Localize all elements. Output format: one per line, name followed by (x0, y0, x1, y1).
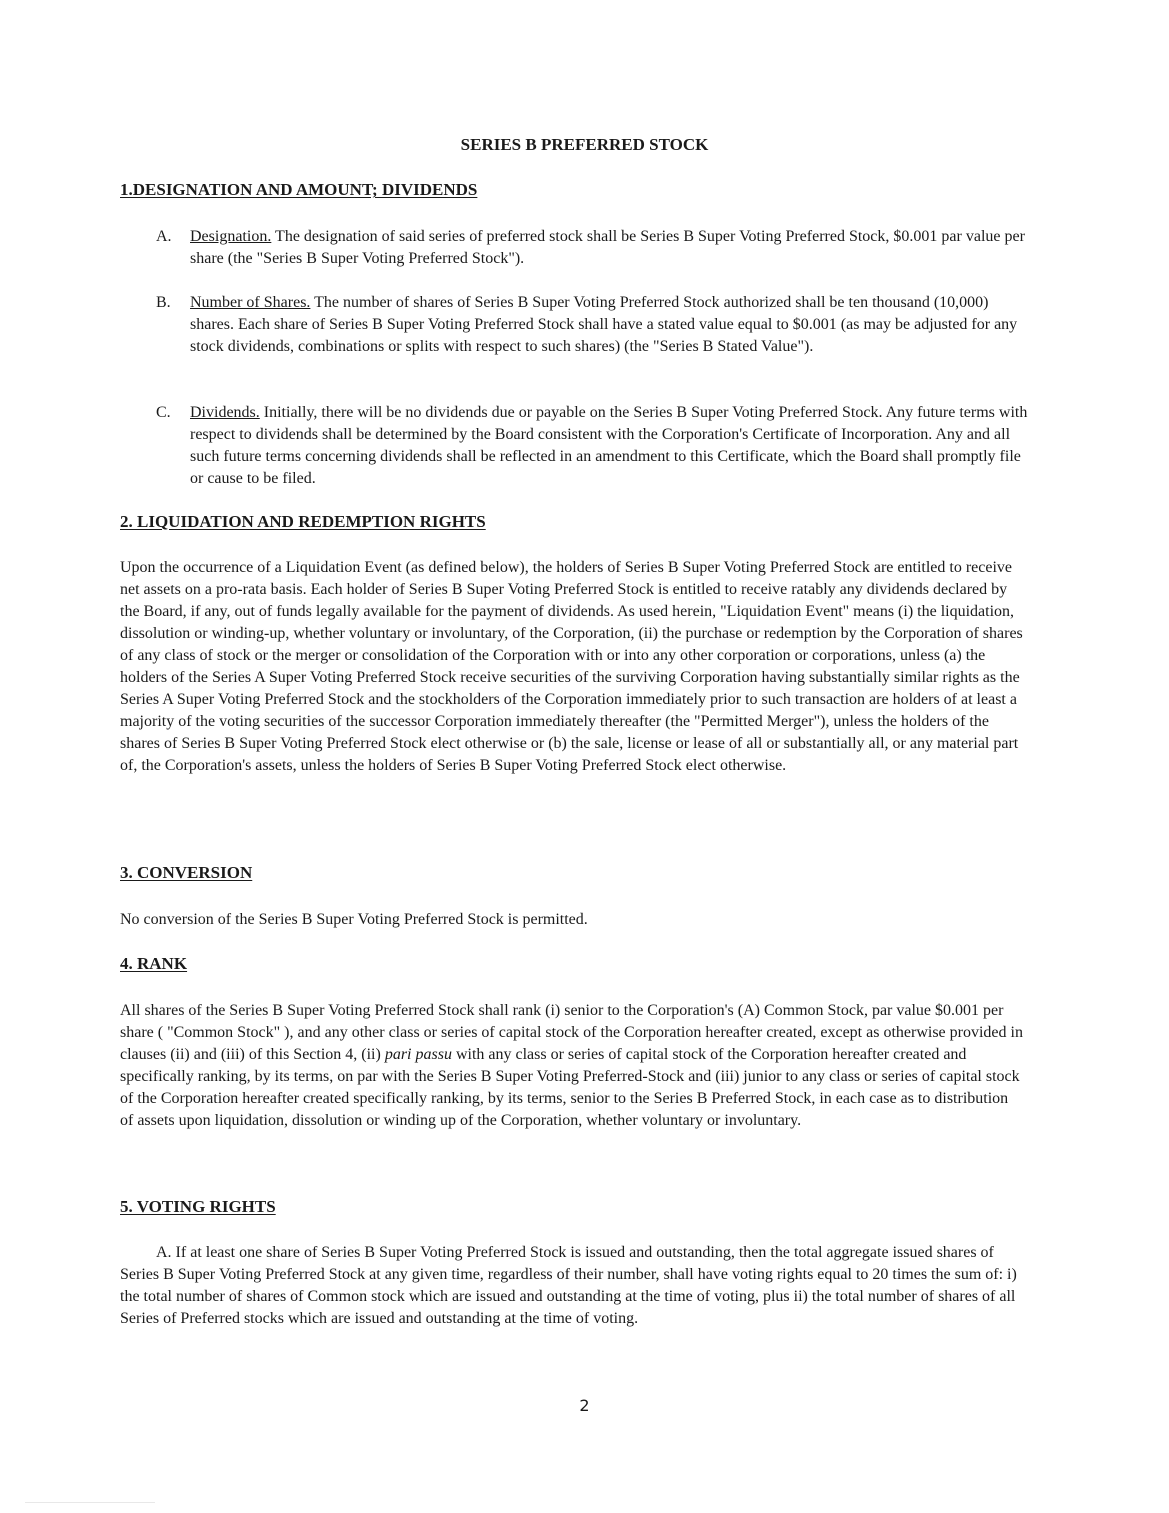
section-1-item-a (156, 226, 1036, 270)
item-text: The number of shares of Series B Super Voting Preferred Stock authorized shall be ten thousand (10,000) shares. Each share of Series B Super Voting Preferred Stock shall have a stated value equal to $0.001 (as may be adjusted for any stock dividends, combinations or splits with respect to such shares) (the "Series B Stated Value"). (190, 294, 1018, 355)
section-5-text: A. If at least one share of Series B Super Voting Preferred Stock is issued and outstanding, then the total aggregate issued shares of Series B Super Voting Preferred Stock at any given time, regardless of their number, shall have voting rights equal to 20 times the sum of: i) the total number of shares of Common stock which are issued and outstanding at the time of voting, plus ii) the total number of shares of all Series of Preferred stocks which are issued and outstanding at the time of voting. (120, 1244, 1017, 1327)
section-2-text: Upon the occurrence of a Liquidation Event (as defined below), the holders of Series B Super Voting Preferred Stock are entitled to receive net assets on a pro-rata basis. Each holder of Series B Super Voting Preferred Stock is entitled to receive ratably any dividends declared by the Board, if any, out of funds legally available for the payment of dividends. As used herein, "Liquidation Event" means (i) the liquidation, dissolution or winding-up, whether voluntary or involuntary, of the Corporation, (ii) the purchase or redemption by the Corporation of shares of any class of stock or the merger or consolidation of the Corporation with or into any other corporation or corporations, unless (a) the holders of the Series A Super Voting Preferred Stock receive securities of the surviving Corporation having substantially similar rights as the Series A Super Voting Preferred Stock and the stockholders of the Corporation immediately prior to such transaction are holders of at least a majority of the voting securities of the successor Corporation immediately thereafter (the "Permitted Merger"), unless the holders of the shares of Series B Super Voting Preferred Stock elect otherwise or (b) the sale, license or lease of all or substantially all, or any material part of, the Corporation's assets, unless the holders of Series B Super Voting Preferred Stock elect otherwise. (120, 559, 1023, 774)
item-label: Number of Shares. (190, 294, 311, 311)
section-4-text-end: with any class or series of capital stock of the Corporation hereafter created and specifically ranking, by its terms, on par with the Series B Super Voting Preferred-Stock and (iii) junior to any class or series of capital stock of the Corporation hereafter created specifically ranking, by its terms, senior to the Series B Preferred Stock, in each case as to distribution of assets upon liquidation, dissolution or winding up of the Corporation, whether voluntary or involuntary. (120, 1046, 1020, 1129)
section-2-heading: 2. LIQUIDATION AND REDEMPTION RIGHTS (120, 512, 486, 531)
item-label: Designation. (190, 228, 272, 245)
section-4-heading: 4. RANK (120, 954, 188, 973)
section-4-text-start: All shares of the Series B Super Voting Preferred Stock shall rank (i) senior to the Corporation's (A) Common Stock, par value $0.001 per share ( "Common Stock" ), and any other class or series of capital stock of the Corporation hereafter created, except as otherwise provided in clauses (ii) and (iii) of this Section 4, (ii) (120, 1002, 1023, 1063)
item-label: Dividends. (190, 404, 260, 421)
section-5-heading: 5. VOTING RIGHTS (120, 1197, 276, 1216)
section-3-text: No conversion of the Series B Super Voting Preferred Stock is permitted. (120, 911, 588, 928)
footer-divider (25, 1502, 155, 1503)
item-text: The designation of said series of preferred stock shall be Series B Super Voting Preferred Stock, $0.001 par value per share (the "Series B Super Voting Preferred Stock"). (190, 228, 1025, 267)
section-4-text (120, 1000, 1025, 1132)
section-1-heading: 1.DESIGNATION AND AMOUNT; DIVIDENDS (120, 180, 478, 199)
item-letter: B. (156, 294, 171, 311)
item-text: Initially, there will be no dividends due or payable on the Series B Super Voting Preferred Stock. Any future terms with respect to dividends shall be determined by the Board consistent with the Corporation's Certificate of Incorporation. Any and all such future terms concerning dividends shall be reflected in an amendment to this Certificate, which the Board shall promptly file or cause to be filed. (190, 404, 1028, 487)
section-1-item-b (156, 292, 1036, 358)
item-letter: C. (156, 404, 171, 421)
section-1-item-c (156, 402, 1036, 490)
item-letter: A. (156, 228, 172, 245)
document-title: SERIES B PREFERRED STOCK (460, 135, 709, 154)
section-3-heading: 3. CONVERSION (120, 863, 253, 882)
pari-passu-term: pari passu (384, 1046, 452, 1063)
page-number: 2 (579, 1396, 590, 1415)
